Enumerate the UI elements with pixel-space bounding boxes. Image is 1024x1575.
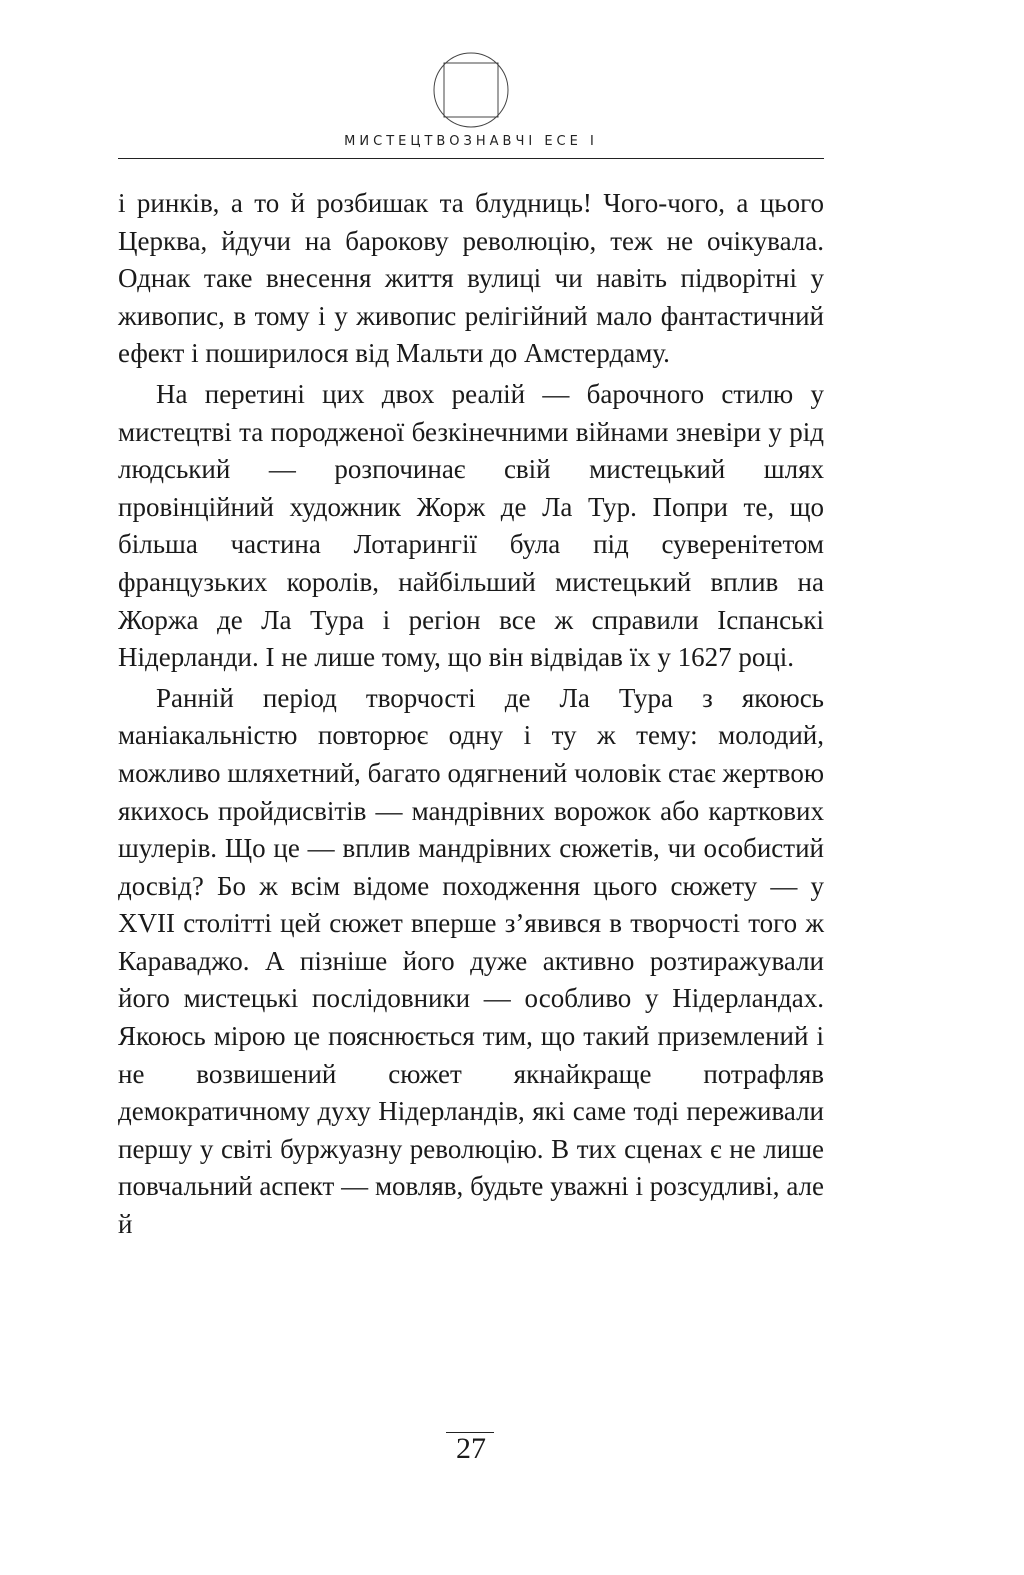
paragraph-continuation: і ринків, а то й розбишак та блудниць! Чого-чого, а цього Церква, йдучи на барокову революцію, теж не очікувала. Однак таке внесення життя вулиці чи навіть підворітні у живопис, в тому і у живопис релігійний мало фантастичний ефект і поширилося від Мальти до Амстердаму. (118, 188, 824, 369)
paragraph: Ранній період творчості де Ла Тура з якоюсь маніакальністю повторює одну і ту ж тему: молодий, можливо шляхетний, багато одягнений чоловік стає жертвою якихось пройдисвітів — мандрівних ворожок або карткових шулерів. Що це — вплив мандрівних сюжетів, чи особистий досвід? Бо ж всім відоме походження цього сюжету — у XVII столітті цей сюжет вперше з’явився в творчості того ж Караваджо. А пізніше його дуже активно розтиражували його мистецькі послідовники — особливо у Нідерландах. Якоюсь мірою це пояснюється тим, що такий приземлений і не возвишений сюжет якнайкраще потрафляв демократичному духу Нідерландів, які саме тоді переживали першу у світі буржуазну революцію. В тих сценах є не лише повчальний аспект — мовляв, будьте уважні і розсудливі, але й (118, 682, 824, 1240)
header-rule (118, 158, 824, 159)
page-number: 27 (456, 1432, 486, 1465)
circle-square-emblem-icon (431, 50, 511, 130)
main-text-block (118, 185, 824, 1244)
paragraph: На перетині цих двох реалій — барочного стилю у мистецтві та породженої безкінечними війнами зневіри у рід людський — розпочинає свій мистецький шлях провінційний художник Жорж де Ла Тур. Попри те, що більша частина Лотарингії була під суверенітетом французьких королів, найбільший мистецький вплив на Жоржа де Ла Тура і регіон все ж справили Іспанські Нідерланди. І не лише тому, що він відвідав їх у 1627 році. (118, 378, 824, 673)
running-head-title: МИСТЕЦТВОЗНАВЧІ ЕСЕ І (344, 134, 598, 149)
